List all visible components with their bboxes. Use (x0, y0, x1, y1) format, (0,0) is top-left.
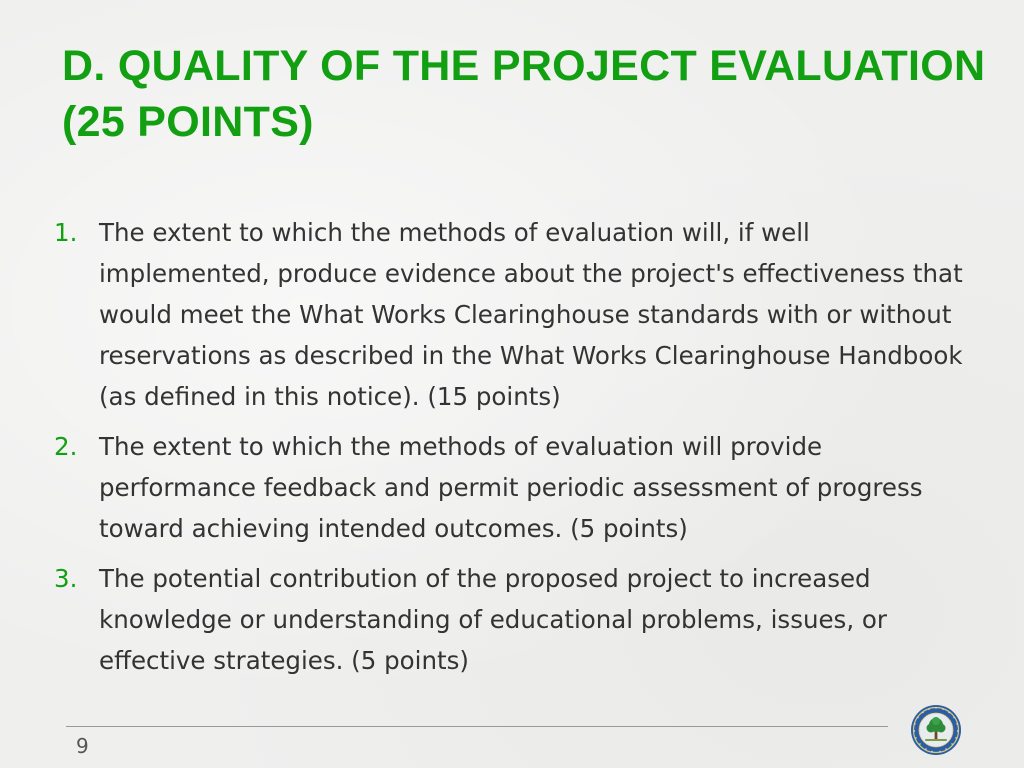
list-item (54, 212, 984, 417)
criteria-list (54, 212, 984, 690)
list-item-number: 3. (54, 564, 78, 593)
list-item-text: The extent to which the methods of evaluation will provide performance feedback and permit periodic assessment of progress toward achieving intended outcomes. (5 points) (99, 432, 923, 543)
page-number: 9 (76, 734, 89, 758)
list-item-number: 1. (54, 218, 78, 247)
list-item-text: The potential contribution of the proposed project to increased knowledge or understanding of educational problems, issues, or effective strategies. (5 points) (99, 564, 887, 675)
footer-divider (66, 726, 888, 727)
slide-title (62, 38, 1012, 150)
slide-title-line-1: D. QUALITY OF THE PROJECT EVALUATION (62, 42, 986, 90)
list-item-text: The extent to which the methods of evaluation will, if well implemented, produce evidence about the project's effectiveness that would meet the What Works Clearinghouse standards with or without reservations as described in the What Works Clearinghouse Handbook (as defined in this notice). (15 points) (99, 218, 963, 411)
department-of-education-seal-icon (910, 704, 962, 756)
slide-title-line-2: (25 POINTS) (62, 98, 314, 146)
list-item-number: 2. (54, 432, 78, 461)
list-item (54, 558, 984, 681)
list-item (54, 426, 984, 549)
